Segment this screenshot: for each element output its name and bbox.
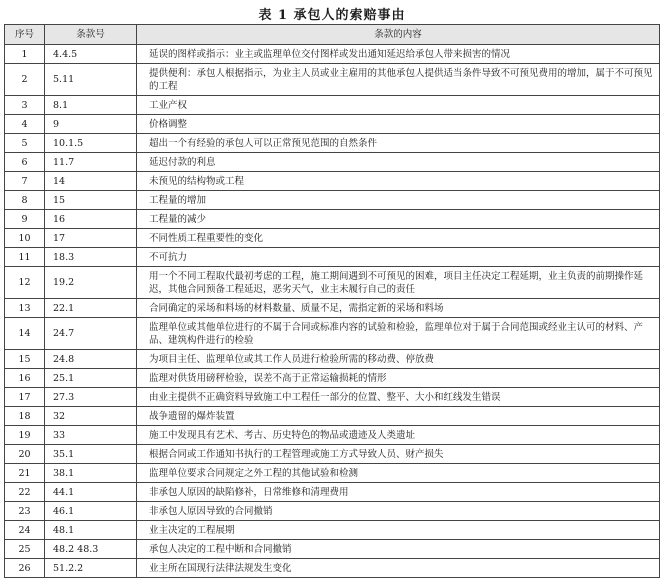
row-clause: 25.1 <box>45 369 137 388</box>
row-content: 为项目主任、监理单位或其工作人员进行检验所需的移动费、停放费 <box>137 350 660 369</box>
row-number: 10 <box>5 229 45 248</box>
row-content: 未预见的结构物或工程 <box>137 172 660 191</box>
table-row <box>5 388 660 407</box>
row-content: 业主决定的工程展期 <box>137 521 660 540</box>
row-clause: 16 <box>45 210 137 229</box>
table-row <box>5 464 660 483</box>
row-clause: 32 <box>45 407 137 426</box>
table-row <box>5 64 660 96</box>
row-number: 8 <box>5 191 45 210</box>
row-content: 监理单位要求合同规定之外工程的其他试验和检测 <box>137 464 660 483</box>
row-content: 延误的图样或指示：业主或监理单位交付图样或发出通知延迟给承包人带来损害的情况 <box>137 45 660 64</box>
row-content: 价格调整 <box>137 115 660 134</box>
row-number: 12 <box>5 267 45 299</box>
row-content: 承包人决定的工程中断和合同撤销 <box>137 540 660 559</box>
row-clause: 33 <box>45 426 137 445</box>
row-clause: 27.3 <box>45 388 137 407</box>
row-content: 不同性质工程重要性的变化 <box>137 229 660 248</box>
row-content: 用一个不同工程取代最初考虑的工程，施工期间遇到不可预见的困难，项目主任决定工程延期，业主负责的前期操作延迟，其他合同预备工程延迟，恶劣天气，业主未履行自己的责任 <box>137 267 660 299</box>
row-clause: 15 <box>45 191 137 210</box>
table-row <box>5 134 660 153</box>
row-content: 工程量的增加 <box>137 191 660 210</box>
row-content: 工业产权 <box>137 96 660 115</box>
row-clause: 46.1 <box>45 502 137 521</box>
row-content: 监理单位或其他单位进行的不属于合同或标准内容的试验和检验，监理单位对于属于合同范围或经业主认可的材料、产品、建筑构件进行的检验 <box>137 318 660 350</box>
row-number: 26 <box>5 559 45 578</box>
row-clause: 38.1 <box>45 464 137 483</box>
row-number: 16 <box>5 369 45 388</box>
row-clause: 8.1 <box>45 96 137 115</box>
table-row <box>5 299 660 318</box>
row-content: 不可抗力 <box>137 248 660 267</box>
row-clause: 14 <box>45 172 137 191</box>
row-content: 合同确定的采场和料场的材料数量、质量不足，需指定新的采场和料场 <box>137 299 660 318</box>
row-clause: 51.2.2 <box>45 559 137 578</box>
row-clause: 11.7 <box>45 153 137 172</box>
table-row <box>5 483 660 502</box>
row-clause: 17 <box>45 229 137 248</box>
table-row <box>5 96 660 115</box>
row-number: 20 <box>5 445 45 464</box>
row-content: 非承包人原因的缺陷修补，日常维修和清理费用 <box>137 483 660 502</box>
row-number: 2 <box>5 64 45 96</box>
row-clause: 24.7 <box>45 318 137 350</box>
row-number: 23 <box>5 502 45 521</box>
row-clause: 22.1 <box>45 299 137 318</box>
table-row <box>5 521 660 540</box>
table-row <box>5 153 660 172</box>
row-number: 17 <box>5 388 45 407</box>
row-content: 提供便利：承包人根据指示，为业主人员或业主雇用的其他承包人提供适当条件导致不可预见费用的增加，属于不可预见的工程 <box>137 64 660 96</box>
table-row <box>5 445 660 464</box>
table-row <box>5 115 660 134</box>
row-number: 1 <box>5 45 45 64</box>
table-row <box>5 172 660 191</box>
table-row <box>5 350 660 369</box>
row-clause: 48.1 <box>45 521 137 540</box>
table-row <box>5 210 660 229</box>
claims-table <box>4 24 660 578</box>
row-number: 15 <box>5 350 45 369</box>
row-content: 战争遗留的爆炸装置 <box>137 407 660 426</box>
row-clause: 9 <box>45 115 137 134</box>
header-no: 序号 <box>5 25 45 45</box>
row-clause: 4.4.5 <box>45 45 137 64</box>
row-number: 19 <box>5 426 45 445</box>
row-number: 18 <box>5 407 45 426</box>
table-row <box>5 407 660 426</box>
table-header-row <box>5 25 660 45</box>
row-number: 5 <box>5 134 45 153</box>
row-content: 根据合同或工作通知书执行的工程管理或施工方式导致人员、财产损失 <box>137 445 660 464</box>
row-clause: 5.11 <box>45 64 137 96</box>
row-clause: 48.2 48.3 <box>45 540 137 559</box>
header-clause: 条款号 <box>45 25 137 45</box>
row-number: 21 <box>5 464 45 483</box>
table-row <box>5 502 660 521</box>
row-clause: 24.8 <box>45 350 137 369</box>
table-row <box>5 248 660 267</box>
table-row <box>5 540 660 559</box>
table-row <box>5 191 660 210</box>
table-body <box>5 45 660 578</box>
header-content: 条款的内容 <box>137 25 660 45</box>
row-clause: 10.1.5 <box>45 134 137 153</box>
row-number: 4 <box>5 115 45 134</box>
row-number: 3 <box>5 96 45 115</box>
row-content: 超出一个有经验的承包人可以正常预见范围的自然条件 <box>137 134 660 153</box>
row-clause: 44.1 <box>45 483 137 502</box>
row-number: 22 <box>5 483 45 502</box>
table-row <box>5 267 660 299</box>
row-content: 施工中发现具有艺术、考古、历史特色的物品或遗迹及人类遗址 <box>137 426 660 445</box>
row-clause: 35.1 <box>45 445 137 464</box>
row-number: 24 <box>5 521 45 540</box>
row-number: 6 <box>5 153 45 172</box>
table-row <box>5 318 660 350</box>
row-number: 13 <box>5 299 45 318</box>
table-row <box>5 229 660 248</box>
row-clause: 19.2 <box>45 267 137 299</box>
row-number: 11 <box>5 248 45 267</box>
row-number: 9 <box>5 210 45 229</box>
table-title: 表 1 承包人的索赔事由 <box>258 8 406 23</box>
table-row <box>5 426 660 445</box>
table-row <box>5 369 660 388</box>
row-content: 工程量的减少 <box>137 210 660 229</box>
row-content: 由业主提供不正确资料导致施工中工程任一部分的位置、整平、大小和红线发生错误 <box>137 388 660 407</box>
row-number: 14 <box>5 318 45 350</box>
row-content: 业主所在国现行法律法规发生变化 <box>137 559 660 578</box>
row-number: 7 <box>5 172 45 191</box>
row-clause: 18.3 <box>45 248 137 267</box>
row-number: 25 <box>5 540 45 559</box>
row-content: 非承包人原因导致的合同撤销 <box>137 502 660 521</box>
table-row <box>5 559 660 578</box>
table-row <box>5 45 660 64</box>
row-content: 延迟付款的利息 <box>137 153 660 172</box>
row-content: 监理对供货用磅秤检验，误差不高于正常运输损耗的情形 <box>137 369 660 388</box>
